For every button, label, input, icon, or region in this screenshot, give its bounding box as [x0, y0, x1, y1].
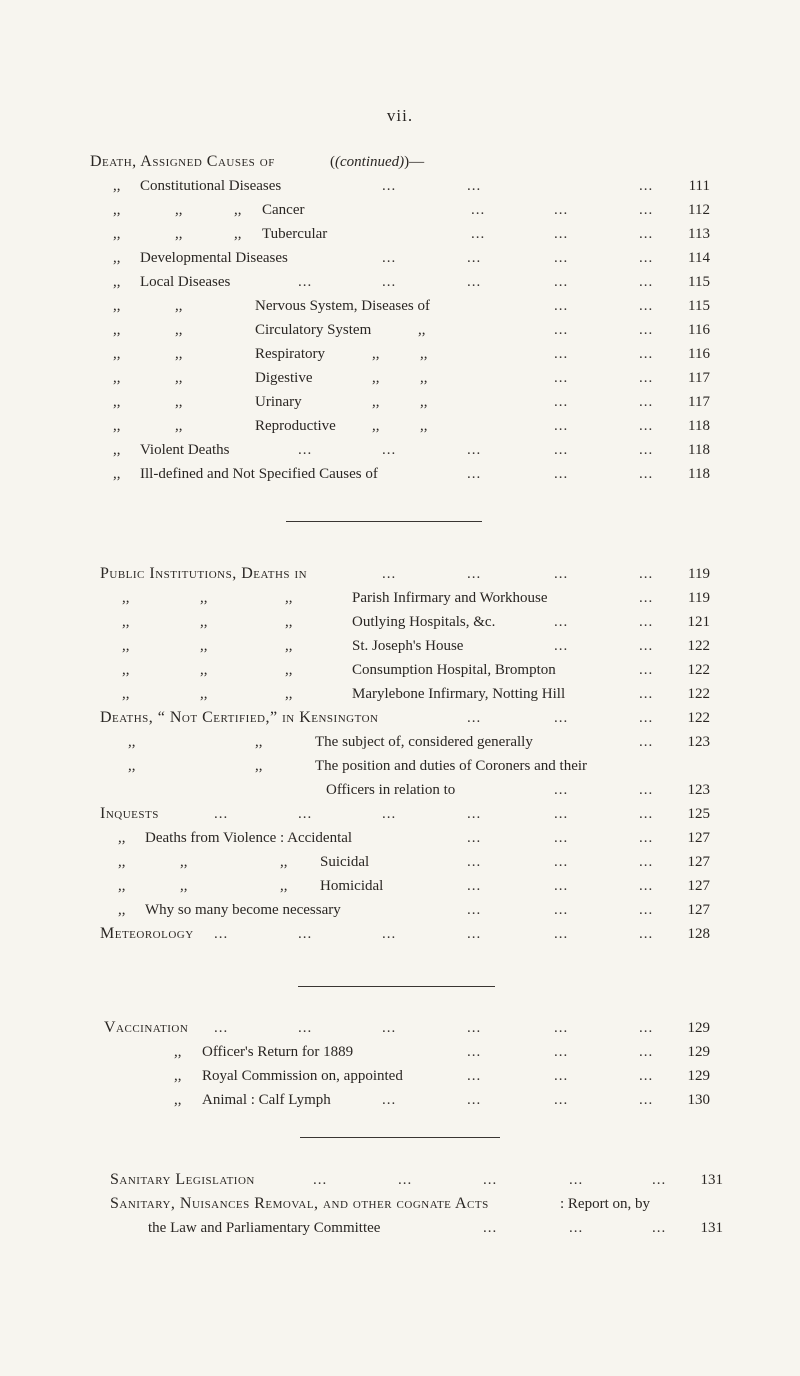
entry-label: Respiratory	[255, 346, 325, 362]
entry-label: Reproductive	[255, 418, 336, 434]
toc-entry	[0, 1064, 800, 1088]
leader-dots: ...	[554, 1092, 569, 1108]
ditto-mark: ,,	[113, 370, 121, 386]
ditto-mark: ,,	[113, 298, 121, 314]
ditto-mark: ,,	[200, 590, 208, 606]
ditto-mark: ,,	[280, 878, 288, 894]
ditto-mark: ,,	[372, 346, 380, 362]
entry-label: Why so many become necessary	[145, 902, 341, 918]
ditto-mark: ,,	[118, 878, 126, 894]
leader-dots: ...	[639, 274, 654, 290]
leader-dots: ...	[467, 1020, 482, 1036]
entry-label: Parish Infirmary and Workhouse	[352, 590, 548, 606]
toc-entry	[0, 414, 800, 438]
ditto-mark: ,,	[372, 418, 380, 434]
leader-dots: ...	[382, 250, 397, 266]
heading-text: Public Institutions, Deaths in	[100, 565, 308, 582]
section-divider	[298, 986, 495, 987]
leader-dots: ...	[639, 418, 654, 434]
leader-dots: ...	[298, 274, 313, 290]
ditto-mark: ,,	[175, 346, 183, 362]
page-ref: 123	[687, 734, 710, 750]
ditto-mark: ,,	[113, 250, 121, 266]
page-ref: 122	[687, 686, 710, 702]
toc-entry	[0, 366, 800, 390]
leader-dots: ...	[639, 1092, 654, 1108]
leader-dots: ...	[467, 1092, 482, 1108]
entry-label: Digestive	[255, 370, 313, 386]
toc-entry	[0, 874, 800, 898]
page-ref: 115	[688, 298, 710, 314]
ditto-mark: ,,	[420, 370, 428, 386]
page-ref: 131	[700, 1220, 723, 1236]
leader-dots: ...	[639, 226, 654, 242]
leader-dots: ...	[467, 830, 482, 846]
heading-text: Deaths, “ Not Certified,” in Kensington	[100, 709, 379, 726]
entry-label: Nervous System, Diseases of	[255, 298, 430, 314]
ditto-mark: ,,	[113, 418, 121, 434]
leader-dots: ...	[639, 566, 654, 582]
page-ref: 116	[688, 346, 710, 362]
toc-entry	[0, 270, 800, 294]
ditto-mark: ,,	[174, 1092, 182, 1108]
leader-dots: ...	[639, 638, 654, 654]
page-ref: 122	[687, 710, 710, 726]
ditto-mark: ,,	[285, 590, 293, 606]
ditto-mark: ,,	[200, 662, 208, 678]
entry-label: Constitutional Diseases	[140, 178, 282, 194]
leader-dots: ...	[554, 878, 569, 894]
leader-dots: ...	[639, 734, 654, 750]
ditto-mark: ,,	[128, 758, 136, 774]
toc-heading-not-certified	[0, 706, 800, 730]
ditto-mark: ,,	[372, 370, 380, 386]
toc-entry	[0, 342, 800, 366]
leader-dots: ...	[639, 322, 654, 338]
leader-dots: ...	[639, 926, 654, 942]
leader-dots: ...	[214, 1020, 229, 1036]
page-ref: 116	[688, 322, 710, 338]
page-ref: 117	[688, 370, 710, 386]
toc-entry-continuation	[0, 778, 800, 802]
page-ref: 125	[687, 806, 710, 822]
ditto-mark: ,,	[200, 686, 208, 702]
ditto-mark: ,,	[113, 226, 121, 242]
toc-entry	[0, 174, 800, 198]
page-ref: 118	[688, 466, 710, 482]
ditto-mark: ,,	[255, 758, 263, 774]
toc-entry	[0, 898, 800, 922]
ditto-mark: ,,	[200, 638, 208, 654]
ditto-mark: ,,	[113, 274, 121, 290]
leader-dots: ...	[554, 782, 569, 798]
entry-label: Officer's Return for 1889	[202, 1044, 354, 1060]
leader-dots: ...	[554, 566, 569, 582]
page-ref: 121	[687, 614, 710, 630]
page-ref: 127	[687, 854, 710, 870]
ditto-mark: ,,	[285, 638, 293, 654]
entry-label: the Law and Parliamentary Committee	[148, 1220, 381, 1236]
page-ref: 117	[688, 394, 710, 410]
toc-entry	[0, 1040, 800, 1064]
ditto-mark: ,,	[122, 662, 130, 678]
page-ref: 127	[687, 902, 710, 918]
ditto-mark: ,,	[118, 902, 126, 918]
page-ref: 127	[687, 830, 710, 846]
entry-label: Outlying Hospitals, &c.	[352, 614, 496, 630]
leader-dots: ...	[382, 1020, 397, 1036]
leader-dots: ...	[554, 322, 569, 338]
toc-heading-sanitary-legislation	[0, 1168, 800, 1192]
leader-dots: ...	[639, 178, 654, 194]
leader-dots: ...	[554, 710, 569, 726]
ditto-mark: ,,	[175, 202, 183, 218]
entry-label: Developmental Diseases	[140, 250, 288, 266]
leader-dots: ...	[639, 590, 654, 606]
ditto-mark: ,,	[420, 346, 428, 362]
toc-entry	[0, 754, 800, 778]
leader-dots: ...	[554, 394, 569, 410]
heading-text: Vaccination	[104, 1019, 189, 1036]
entry-label: Consumption Hospital, Brompton	[352, 662, 556, 678]
leader-dots: ...	[554, 1044, 569, 1060]
toc-entry	[0, 634, 800, 658]
leader-dots: ...	[382, 566, 397, 582]
leader-dots: ...	[467, 710, 482, 726]
leader-dots: ...	[639, 830, 654, 846]
ditto-mark: ,,	[285, 662, 293, 678]
ditto-mark: ,,	[122, 614, 130, 630]
leader-dots: ...	[554, 614, 569, 630]
section-divider	[300, 1137, 500, 1138]
page-ref: 118	[688, 442, 710, 458]
leader-dots: ...	[214, 926, 229, 942]
entry-label: Suicidal	[320, 854, 370, 870]
entry-label: : Report on, by	[560, 1196, 650, 1212]
leader-dots: ...	[554, 466, 569, 482]
page-ref: 131	[700, 1172, 723, 1188]
leader-dots: ...	[639, 466, 654, 482]
heading-text: Meteorology	[100, 925, 194, 942]
leader-dots: ...	[554, 854, 569, 870]
heading-text: Sanitary Legislation	[110, 1171, 255, 1188]
ditto-mark: ,,	[285, 686, 293, 702]
toc-entry	[0, 222, 800, 246]
toc-entry	[0, 730, 800, 754]
entry-label: The position and duties of Coroners and their	[315, 758, 588, 774]
leader-dots: ...	[554, 250, 569, 266]
toc-entry	[0, 390, 800, 414]
leader-dots: ...	[467, 178, 482, 194]
toc-entry	[0, 438, 800, 462]
entry-label: Urinary	[255, 394, 302, 410]
page-ref: 111	[688, 178, 710, 194]
page-ref: 114	[688, 250, 710, 266]
toc-entry	[0, 658, 800, 682]
toc-heading-death-causes	[0, 150, 800, 174]
heading-text: Death, Assigned Causes of	[90, 153, 275, 170]
heading-continued: ((continued))—	[330, 154, 425, 170]
toc-entry	[0, 198, 800, 222]
leader-dots: ...	[639, 442, 654, 458]
leader-dots: ...	[639, 298, 654, 314]
heading-text: Sanitary, Nuisances Removal, and other cognate Acts	[110, 1195, 489, 1212]
entry-label: Animal : Calf Lymph	[202, 1092, 331, 1108]
entry-label: Homicidal	[320, 878, 384, 894]
ditto-mark: ,,	[372, 394, 380, 410]
page-number: vii.	[386, 106, 414, 125]
ditto-mark: ,,	[175, 418, 183, 434]
leader-dots: ...	[554, 638, 569, 654]
entry-label: Royal Commission on, appointed	[202, 1068, 403, 1084]
page-ref: 129	[687, 1020, 710, 1036]
leader-dots: ...	[639, 394, 654, 410]
page-ref: 119	[688, 590, 710, 606]
leader-dots: ...	[467, 250, 482, 266]
leader-dots: ...	[639, 782, 654, 798]
page-ref: 115	[688, 274, 710, 290]
leader-dots: ...	[298, 442, 313, 458]
ditto-mark: ,,	[255, 734, 263, 750]
toc-entry	[0, 294, 800, 318]
leader-dots: ...	[554, 274, 569, 290]
ditto-mark: ,,	[200, 614, 208, 630]
ditto-mark: ,,	[118, 854, 126, 870]
leader-dots: ...	[467, 878, 482, 894]
page-ref: 129	[687, 1068, 710, 1084]
leader-dots: ...	[569, 1220, 584, 1236]
leader-dots: ...	[569, 1172, 584, 1188]
ditto-mark: ,,	[285, 614, 293, 630]
page-ref: 127	[687, 878, 710, 894]
leader-dots: ...	[467, 1068, 482, 1084]
leader-dots: ...	[467, 854, 482, 870]
leader-dots: ...	[467, 1044, 482, 1060]
leader-dots: ...	[382, 926, 397, 942]
ditto-mark: ,,	[122, 638, 130, 654]
leader-dots: ...	[398, 1172, 413, 1188]
leader-dots: ...	[471, 226, 486, 242]
leader-dots: ...	[382, 178, 397, 194]
ditto-mark: ,,	[113, 178, 121, 194]
leader-dots: ...	[639, 710, 654, 726]
leader-dots: ...	[652, 1220, 667, 1236]
entry-label: Cancer	[262, 202, 305, 218]
leader-dots: ...	[382, 274, 397, 290]
toc-entry	[0, 682, 800, 706]
page-ref: 112	[688, 202, 710, 218]
ditto-mark: ,,	[234, 202, 242, 218]
entry-label: Deaths from Violence : Accidental	[145, 830, 353, 846]
leader-dots: ...	[554, 202, 569, 218]
ditto-mark: ,,	[280, 854, 288, 870]
leader-dots: ...	[639, 614, 654, 630]
toc-heading-vaccination	[0, 1016, 800, 1040]
leader-dots: ...	[467, 274, 482, 290]
leader-dots: ...	[554, 830, 569, 846]
leader-dots: ...	[554, 370, 569, 386]
leader-dots: ...	[313, 1172, 328, 1188]
toc-heading-public-institutions	[0, 562, 800, 586]
leader-dots: ...	[382, 806, 397, 822]
ditto-mark: ,,	[113, 394, 121, 410]
leader-dots: ...	[471, 202, 486, 218]
leader-dots: ...	[554, 806, 569, 822]
entry-label: Tubercular	[262, 226, 328, 242]
section-divider	[286, 521, 482, 522]
page-ref: 122	[687, 638, 710, 654]
toc-entry	[0, 610, 800, 634]
leader-dots: ...	[467, 902, 482, 918]
ditto-mark: ,,	[180, 854, 188, 870]
leader-dots: ...	[554, 902, 569, 918]
ditto-mark: ,,	[420, 394, 428, 410]
leader-dots: ...	[639, 662, 654, 678]
ditto-mark: ,,	[113, 442, 121, 458]
ditto-mark: ,,	[234, 226, 242, 242]
leader-dots: ...	[639, 902, 654, 918]
toc-heading-meteorology	[0, 922, 800, 946]
ditto-mark: ,,	[175, 370, 183, 386]
entry-label: St. Joseph's House	[352, 638, 464, 654]
leader-dots: ...	[639, 346, 654, 362]
toc-heading-sanitary-acts	[0, 1192, 800, 1216]
toc-entry	[0, 318, 800, 342]
leader-dots: ...	[554, 926, 569, 942]
leader-dots: ...	[554, 226, 569, 242]
entry-label: Circulatory System	[255, 322, 372, 338]
ditto-mark: ,,	[418, 322, 426, 338]
toc-entry	[0, 246, 800, 270]
page-ref: 122	[687, 662, 710, 678]
ditto-mark: ,,	[175, 322, 183, 338]
leader-dots: ...	[554, 418, 569, 434]
leader-dots: ...	[639, 1068, 654, 1084]
leader-dots: ...	[639, 878, 654, 894]
ditto-mark: ,,	[420, 418, 428, 434]
ditto-mark: ,,	[175, 298, 183, 314]
leader-dots: ...	[554, 298, 569, 314]
heading-text: Inquests	[100, 805, 159, 822]
leader-dots: ...	[639, 1044, 654, 1060]
leader-dots: ...	[298, 1020, 313, 1036]
ditto-mark: ,,	[122, 686, 130, 702]
leader-dots: ...	[639, 1020, 654, 1036]
leader-dots: ...	[467, 466, 482, 482]
ditto-mark: ,,	[175, 226, 183, 242]
ditto-mark: ,,	[175, 394, 183, 410]
leader-dots: ...	[214, 806, 229, 822]
leader-dots: ...	[639, 250, 654, 266]
toc-heading-inquests	[0, 802, 800, 826]
page-ref: 128	[687, 926, 710, 942]
page-ref: 123	[687, 782, 710, 798]
leader-dots: ...	[467, 566, 482, 582]
ditto-mark: ,,	[113, 202, 121, 218]
entry-label: The subject of, considered generally	[315, 734, 533, 750]
ditto-mark: ,,	[113, 346, 121, 362]
leader-dots: ...	[554, 1068, 569, 1084]
entry-label: Violent Deaths	[140, 442, 230, 458]
leader-dots: ...	[652, 1172, 667, 1188]
ditto-mark: ,,	[180, 878, 188, 894]
ditto-mark: ,,	[174, 1068, 182, 1084]
leader-dots: ...	[382, 1092, 397, 1108]
ditto-mark: ,,	[113, 322, 121, 338]
ditto-mark: ,,	[118, 830, 126, 846]
leader-dots: ...	[639, 854, 654, 870]
ditto-mark: ,,	[128, 734, 136, 750]
toc-entry-continuation	[0, 1216, 800, 1240]
page-ref: 118	[688, 418, 710, 434]
leader-dots: ...	[467, 806, 482, 822]
entry-label: Marylebone Infirmary, Notting Hill	[352, 686, 566, 702]
ditto-mark: ,,	[122, 590, 130, 606]
leader-dots: ...	[483, 1220, 498, 1236]
leader-dots: ...	[483, 1172, 498, 1188]
leader-dots: ...	[382, 442, 397, 458]
toc-entry	[0, 462, 800, 486]
page-ref: 119	[688, 566, 710, 582]
leader-dots: ...	[639, 686, 654, 702]
leader-dots: ...	[298, 806, 313, 822]
entry-label: Officers in relation to	[326, 782, 456, 798]
leader-dots: ...	[554, 1020, 569, 1036]
toc-entry	[0, 826, 800, 850]
leader-dots: ...	[298, 926, 313, 942]
page-ref: 130	[687, 1092, 710, 1108]
entry-label: Ill-defined and Not Specified Causes of	[140, 466, 378, 482]
page-ref: 113	[688, 226, 710, 242]
page-ref: 129	[687, 1044, 710, 1060]
leader-dots: ...	[467, 926, 482, 942]
leader-dots: ...	[554, 442, 569, 458]
leader-dots: ...	[639, 202, 654, 218]
leader-dots: ...	[639, 370, 654, 386]
toc-entry	[0, 586, 800, 610]
leader-dots: ...	[554, 346, 569, 362]
toc-entry	[0, 1088, 800, 1112]
toc-entry	[0, 850, 800, 874]
ditto-mark: ,,	[113, 466, 121, 482]
leader-dots: ...	[639, 806, 654, 822]
entry-label: Local Diseases	[140, 274, 231, 290]
ditto-mark: ,,	[174, 1044, 182, 1060]
leader-dots: ...	[467, 442, 482, 458]
